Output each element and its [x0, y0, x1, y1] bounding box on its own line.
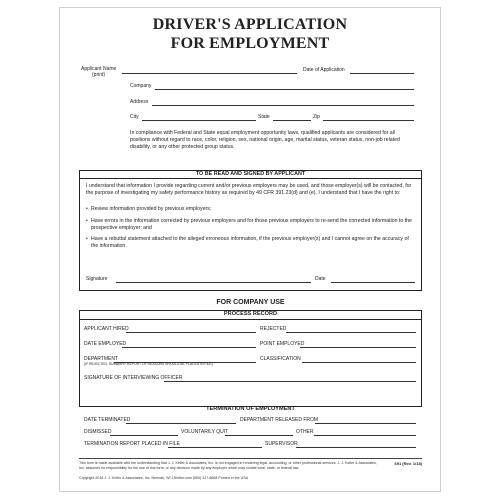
footer-copyright: Copyright 2018 J. J. Keller & Associates, Inc. Neenah, WI JJKeller.com (800) 327-6868 Printed in the USA — [79, 476, 248, 480]
classification-field[interactable] — [302, 362, 416, 363]
process-record-header-divider — [79, 319, 422, 320]
form-title-line2: FOR EMPLOYMENT — [170, 35, 330, 52]
application-form-page — [59, 7, 441, 492]
rejected-label: REJECTED — [260, 326, 287, 332]
zip-field[interactable] — [323, 120, 414, 121]
zip-label: Zip — [313, 114, 320, 120]
date-of-application-field[interactable] — [350, 73, 414, 74]
point-employed-label: POINT EMPLOYED — [260, 341, 305, 347]
signature-label: Signature — [86, 276, 108, 282]
report-in-file-field[interactable] — [168, 447, 262, 448]
company-field[interactable] — [155, 89, 414, 90]
footer-disclaimer: This form is made available with the understanding that J. J. Keller & Associates, Inc. is not engaged in rendering legal, accounting, or other professional services. J. J. Keller & Associates, Inc. assumes no responsibility for the use of this form, or any decision made by any employer which may violate local, state, or federal law. — [79, 461, 377, 470]
bullet-icon: • — [86, 206, 88, 212]
bullet-text: Have a rebuttal statement attached to the alleged erroneous information, if the previous employer(s) and I cannot agree on the accuracy of the information. — [91, 236, 409, 249]
bullet-text: Have errors in the information corrected by previous employers and for those previous employers to re-send the corrected information to the prospective employer; and — [91, 218, 412, 231]
department-released-label: DEPARTMENT RELEASED FROM — [240, 417, 319, 423]
form-number: 691 (Rev. 1/18) — [394, 461, 422, 466]
city-label: City — [130, 114, 139, 120]
interviewing-officer-label: SIGNATURE OF INTERVIEWING OFFICER — [84, 375, 183, 381]
date-of-application-label: Date of Application — [303, 67, 345, 73]
form-title-line1: DRIVER'S APPLICATION — [152, 16, 348, 33]
voluntarily-quit-label: VOLUNTARILY QUIT — [181, 429, 229, 435]
acknowledgement-bullet — [86, 218, 416, 232]
process-record-box — [79, 310, 422, 407]
interviewing-officer-signature-field[interactable] — [164, 381, 416, 382]
other-label: OTHER — [296, 429, 314, 435]
voluntarily-quit-field[interactable] — [225, 435, 293, 436]
classification-label: CLASSIFICATION — [260, 356, 301, 362]
supervisor-label: SUPERVISOR — [265, 441, 298, 447]
address-field[interactable] — [152, 105, 414, 106]
applicant-hired-label: APPLICANT HIRED — [84, 326, 129, 332]
company-label: Company — [130, 83, 152, 89]
address-label: Address — [130, 99, 149, 105]
department-label: DEPARTMENT — [84, 356, 118, 362]
point-employed-field[interactable] — [300, 347, 416, 348]
acknowledgement-date-field[interactable] — [331, 282, 415, 283]
applicant-name-label: Applicant Name — [81, 66, 117, 72]
report-in-file-label: TERMINATION REPORT PLACED IN FILE — [84, 441, 180, 447]
print-label: (print) — [92, 72, 106, 78]
supervisor-field[interactable] — [296, 447, 416, 448]
applicant-name-field[interactable] — [122, 73, 297, 74]
other-field[interactable] — [314, 435, 416, 436]
acknowledgement-bullet — [86, 206, 416, 213]
company-use-heading: FOR COMPANY USE — [216, 299, 285, 306]
dismissed-label: DISMISSED — [84, 429, 112, 435]
rejected-field[interactable] — [286, 332, 416, 333]
bullet-icon: • — [86, 236, 88, 242]
bullet-text: Review information provided by previous employers; — [91, 206, 212, 212]
eeo-statement: In compliance with Federal and State equal employment opportunity laws, qualified applicants are considered for all positions without regard to race, color, religion, sex, national origin, age, marital status, veteran status, non-job related disability, or any other protected group status. — [130, 130, 400, 150]
acknowledgement-header-divider — [79, 178, 422, 179]
department-note: (IF REJECTED, SUMMARY REPORT OF REASONS SHOULD BE PLACED IN FILE) — [84, 362, 213, 366]
acknowledgement-bullet — [86, 236, 416, 250]
date-terminated-label: DATE TERMINATED — [84, 417, 131, 423]
applicant-hired-field[interactable] — [126, 332, 256, 333]
bullet-icon: • — [86, 218, 88, 224]
process-record-heading: PROCESS RECORD — [223, 311, 278, 317]
acknowledgement-heading: TO BE READ AND SIGNED BY APPLICANT — [195, 171, 306, 177]
signature-field[interactable] — [116, 282, 311, 283]
acknowledgement-intro: I understand that information I provide regarding current and/or previous employers may be used, and those employer(s) will be contacted, for the purpose of investigating my safety performance history as required by 49 CFR 391.23(d) and (e). I understand that I have the right to: — [86, 183, 412, 196]
date-employed-label: DATE EMPLOYED — [84, 341, 127, 347]
city-field[interactable] — [142, 120, 256, 121]
date-terminated-field[interactable] — [126, 423, 236, 424]
footer-divider — [79, 458, 422, 459]
date-employed-field[interactable] — [122, 347, 256, 348]
department-released-field[interactable] — [315, 423, 416, 424]
termination-heading: TERMINATION OF EMPLOYMENT — [206, 406, 295, 412]
state-field[interactable] — [273, 120, 311, 121]
dismissed-field[interactable] — [110, 435, 178, 436]
acknowledgement-date-label: Date — [315, 276, 326, 282]
state-label: State — [258, 114, 270, 120]
